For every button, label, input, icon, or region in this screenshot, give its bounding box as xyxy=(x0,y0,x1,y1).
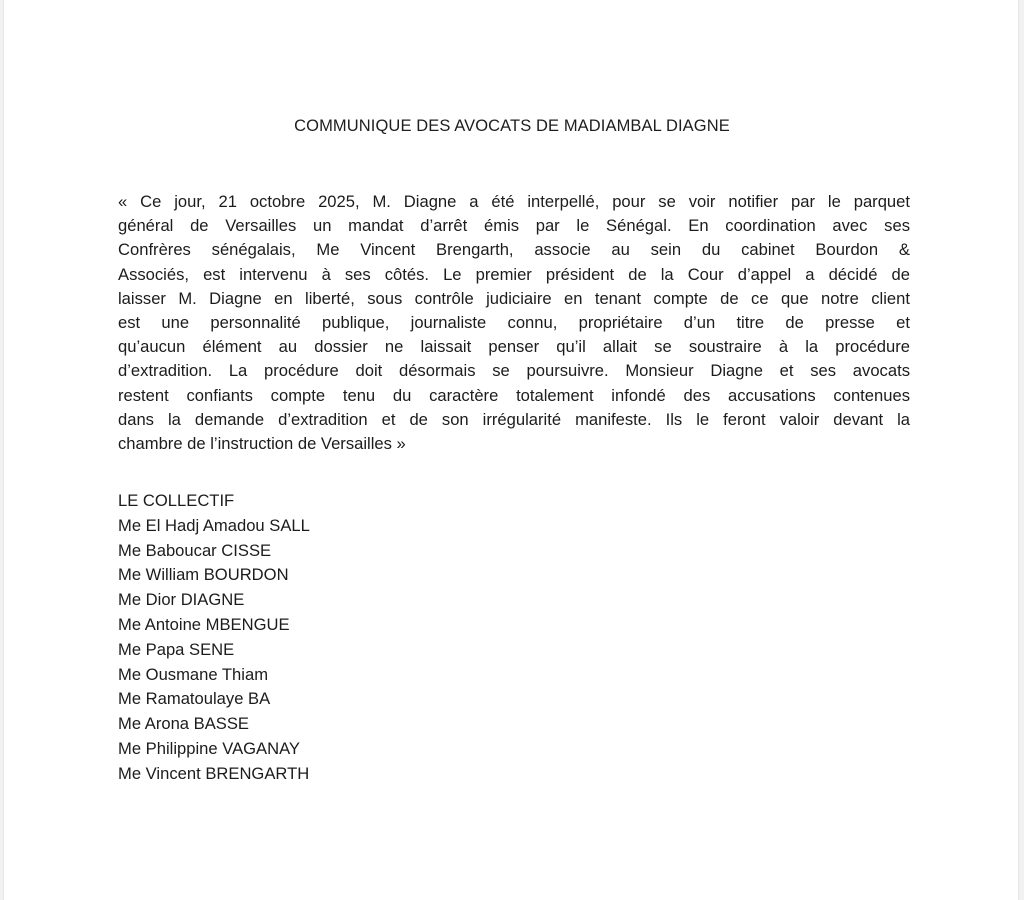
body-line: dans la demande d’extradition et de son irrégularité manifeste. Ils le feront valoir devant la xyxy=(118,409,910,429)
signatory-name: Me Ousmane Thiam xyxy=(118,664,269,684)
signatory-name: Me Antoine MBENGUE xyxy=(118,614,290,634)
body-line: restent confiants compte tenu du caractère totalement infondé des accusations contenues xyxy=(118,385,910,405)
signatory-name: Me Vincent BRENGARTH xyxy=(118,763,310,783)
body-line: laisser M. Diagne en liberté, sous contrôle judiciaire en tenant compte de ce que notre client xyxy=(118,288,910,308)
body-line: chambre de l’instruction de Versailles » xyxy=(118,434,406,454)
document-title: COMMUNIQUE DES AVOCATS DE MADIAMBAL DIAGNE xyxy=(294,117,730,135)
signatory-name: Me El Hadj Amadou SALL xyxy=(118,515,310,535)
body-line: Confrères sénégalais, Me Vincent Brengarth, associe au sein du cabinet Bourdon & xyxy=(118,240,910,260)
document-page xyxy=(3,0,1019,900)
body-line: « Ce jour, 21 octobre 2025, M. Diagne a été interpellé, pour se voir notifier par le parquet xyxy=(118,192,910,211)
signature-heading: LE COLLECTIF xyxy=(118,491,235,510)
signatory-name: Me Ramatoulaye BA xyxy=(118,689,271,709)
signatory-name: Me Dior DIAGNE xyxy=(118,590,245,610)
body-line: général de Versailles un mandat d’arrêt émis par le Sénégal. En coordination avec ses xyxy=(118,216,910,236)
signature-block xyxy=(118,489,310,787)
communique-body xyxy=(118,190,910,456)
signatory-name: Me Papa SENE xyxy=(118,639,235,659)
body-line: Associés, est intervenu à ses côtés. Le premier président de la Cour d’appel a décidé de xyxy=(118,264,910,284)
signatory-name: Me Philippine VAGANAY xyxy=(118,738,300,758)
signatory-name: Me Arona BASSE xyxy=(118,714,249,734)
signatory-name: Me Baboucar CISSE xyxy=(118,540,272,560)
signatory-name: Me William BOURDON xyxy=(118,565,289,585)
body-line: d’extradition. La procédure doit désormais se poursuivre. Monsieur Diagne et ses avocats xyxy=(118,361,910,381)
body-line: est une personnalité publique, journaliste connu, propriétaire d’un titre de presse et xyxy=(118,313,910,333)
body-line: qu’aucun élément au dossier ne laissait penser qu’il allait se soustraire à la procédure xyxy=(118,337,910,357)
